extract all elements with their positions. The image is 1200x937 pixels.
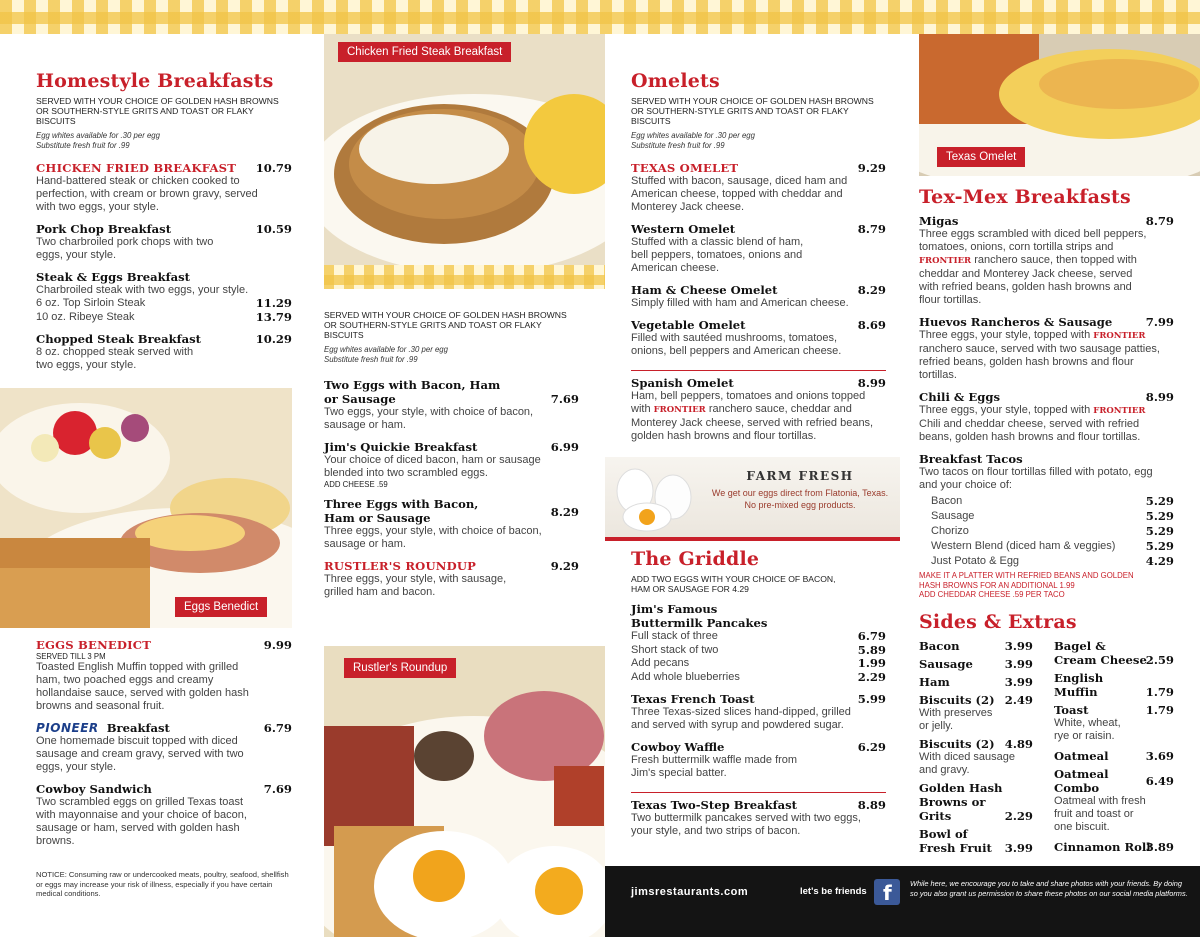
side-item — [1054, 703, 1174, 743]
eggs-benedict-tag: Eggs Benedict — [175, 597, 267, 617]
item-name: Biscuits (2) — [919, 737, 995, 751]
item-desc: One homemade biscuit topped with diced sausage and cream gravy, served with two eggs, your style. — [36, 735, 244, 773]
menu-item — [631, 222, 886, 275]
notice-text: NOTICE: Consuming raw or undercooked meats, poultry, seafood, shellfish or eggs may increase your risk of illness, especially if you have certain medical conditions. — [36, 870, 289, 898]
item-name: Sausage — [919, 657, 973, 671]
item-price: 3.99 — [1004, 675, 1033, 689]
item-price: 10.79 — [255, 161, 292, 175]
item-desc: Hand-battered steak or chicken cooked to perfection, with cream or brown gravy, served with two eggs, your style. — [36, 175, 258, 213]
item-desc: Filled with sautéed mushrooms, tomatoes, onions, bell peppers and American cheese. — [631, 332, 842, 357]
item-desc: Two tacos on flour tortillas filled with potato, egg and your choice of: — [919, 466, 1153, 491]
item-price: 8.99 — [1145, 390, 1174, 404]
option-row — [931, 554, 1174, 569]
side-item — [919, 737, 1033, 777]
item-name: EGGS BENEDICT — [36, 638, 152, 652]
sides-left-column — [919, 637, 1033, 855]
menu-item — [631, 798, 886, 838]
menu-item — [631, 740, 886, 780]
item-name: Three Eggs with Bacon, Ham or Sausage — [324, 497, 479, 525]
option-price: 5.29 — [1145, 494, 1174, 508]
option-row — [631, 657, 886, 671]
menu-item — [36, 721, 292, 774]
item-price: 8.29 — [857, 283, 886, 297]
item-price: 3.89 — [1145, 840, 1174, 854]
item-name: Chili & Eggs — [919, 390, 1000, 404]
item-desc: Simply filled with ham and American cheese. — [631, 297, 849, 309]
share-notice: While here, we encourage you to take and share photos with your friends. By doing so you also grant us permission to share these photos on our social media platforms. — [910, 879, 1188, 898]
chicken-fried-steak-illustration — [324, 34, 605, 289]
omelets-note-egg: Egg whites available for .30 per egg — [631, 131, 755, 140]
item-price: 3.99 — [1004, 657, 1033, 671]
menu-item — [919, 315, 1174, 382]
option-price: 6.79 — [857, 629, 886, 643]
sides-right-column — [1054, 637, 1174, 855]
item-price: 3.99 — [1004, 639, 1033, 653]
item-name: Western Omelet — [631, 222, 736, 236]
item-desc: Fresh buttermilk waffle made from Jim's special batter. — [631, 754, 798, 779]
menu-item — [631, 283, 886, 310]
option-price: 2.29 — [857, 669, 886, 684]
item-desc: Two buttermilk pancakes served with two eggs, your style, and two strips of bacon. — [631, 812, 861, 837]
side-item — [1054, 671, 1174, 699]
item-price: 6.29 — [857, 740, 886, 754]
item-note: SERVED TILL 3 PM — [36, 652, 106, 661]
website-link[interactable]: jimsrestaurants.com — [631, 886, 749, 898]
menu-item — [631, 376, 886, 443]
item-name: Two Eggs with Bacon, Ham or Sausage — [324, 378, 501, 406]
item-desc: Charbroiled steak with two eggs, your style. — [36, 284, 249, 296]
menu-item — [36, 782, 292, 848]
item-name: Oatmeal — [1054, 749, 1109, 763]
menu-item — [631, 318, 886, 358]
menu-item — [324, 559, 579, 599]
item-price: 8.99 — [857, 376, 886, 390]
menu-item — [36, 161, 292, 214]
texas-omelet-photo — [919, 34, 1200, 176]
item-name: Bacon — [919, 639, 960, 653]
option-label: Just Potato & Egg — [931, 555, 1020, 567]
homestyle-note-fruit: Substitute fresh fruit for .99 — [36, 141, 130, 150]
item-name: Golden Hash Browns or Grits — [919, 781, 1003, 823]
item-name: Cowboy Waffle — [631, 740, 725, 754]
item-price: 2.49 — [1004, 693, 1033, 707]
item-price: 6.99 — [550, 440, 579, 454]
item-desc: Stuffed with bacon, sausage, diced ham and American cheese, topped with cheddar and Monterey Jack cheese. — [631, 175, 848, 213]
texmex-section — [919, 186, 1174, 600]
item-name: Vegetable Omelet — [631, 318, 746, 332]
side-item — [1054, 639, 1174, 667]
item-desc: 8 oz. chopped steak served with two eggs, your style. — [36, 346, 194, 371]
item-name: Bagel & Cream Cheese — [1054, 639, 1147, 667]
menu-item — [324, 378, 579, 432]
item-price: 6.49 — [1145, 774, 1174, 788]
option-price: 4.29 — [1145, 554, 1174, 568]
pioneer-logo: PIONEER — [36, 721, 99, 735]
taco-cheese-note: ADD CHEDDAR CHEESE .59 PER TACO — [919, 590, 1065, 599]
side-item — [1054, 749, 1174, 763]
option-row — [36, 297, 292, 311]
item-name: TEXAS OMELET — [631, 161, 739, 175]
option-label: Sausage — [931, 510, 975, 522]
item-name: Spanish Omelet — [631, 376, 734, 390]
texmex-title: Tex-Mex Breakfasts — [919, 186, 1131, 208]
item-name: Cinnamon Roll — [1054, 840, 1151, 854]
frontier-logo: FRONTIER — [653, 405, 706, 415]
taco-options — [919, 494, 1174, 569]
sides-title: Sides & Extras — [919, 611, 1077, 633]
side-item — [919, 827, 1033, 855]
omelets-title: Omelets — [631, 70, 720, 92]
item-desc: With diced sausage and gravy. — [919, 751, 1015, 776]
item-price: 2.59 — [1145, 653, 1174, 667]
item-name: Cowboy Sandwich — [36, 782, 152, 796]
item-name — [36, 721, 292, 735]
desc-part: Three eggs, your style, topped with — [919, 329, 1091, 341]
farm-fresh-title: FARM FRESH — [746, 469, 854, 483]
item-price: 10.59 — [255, 222, 292, 236]
item-desc: Two eggs, your style, with choice of bacon, sausage or ham. — [324, 406, 534, 431]
option-label: Bacon — [931, 495, 963, 507]
farm-fresh-banner — [605, 457, 900, 541]
menu-item — [631, 692, 886, 732]
eggs-illustration — [605, 457, 715, 541]
item-price: 9.29 — [550, 559, 579, 573]
frontier-logo: FRONTIER — [919, 256, 972, 266]
item-price: 7.99 — [1145, 315, 1174, 329]
item-price: 2.29 — [1004, 809, 1033, 823]
item-desc — [631, 390, 876, 443]
side-item — [919, 639, 1033, 653]
item-name: Ham & Cheese Omelet — [631, 283, 778, 297]
menu-item — [36, 270, 292, 324]
homestyle-note-egg: Egg whites available for .30 per egg — [36, 131, 160, 140]
option-label: 6 oz. Top Sirloin Steak — [36, 297, 146, 309]
item-price: 8.89 — [857, 798, 886, 812]
option-row — [931, 494, 1174, 509]
omelets-note-fruit: Substitute fresh fruit for .99 — [631, 141, 725, 150]
item-name: Texas Two-Step Breakfast — [631, 798, 797, 812]
item-price: 5.99 — [857, 692, 886, 706]
item-desc — [919, 228, 1154, 307]
menu-item — [324, 440, 579, 489]
griddle-section — [631, 548, 886, 838]
texas-omelet-tag: Texas Omelet — [937, 147, 1025, 167]
griddle-title: The Griddle — [631, 548, 760, 570]
desc-part: Chili and cheddar cheese, served with refried beans, golden hash browns and flour tortillas. — [919, 418, 1141, 443]
desc-part: ranchero sauce, cheddar and Monterey Jack cheese, served with refried beans, golden hash browns and flour tortillas. — [631, 403, 874, 442]
item-price: 6.79 — [263, 721, 292, 735]
facebook-glyph: f — [883, 881, 892, 905]
facebook-icon[interactable] — [874, 879, 900, 905]
option-row — [931, 539, 1174, 554]
taco-platter-note: MAKE IT A PLATTER WITH REFRIED BEANS AND GOLDEN HASH BROWNS FOR AN ADDITIONAL 1.99 — [919, 571, 1134, 590]
menu-item — [919, 390, 1174, 444]
item-price: 8.79 — [857, 222, 886, 236]
option-row — [631, 644, 886, 658]
item-desc: Oatmeal with fresh fruit and toast or one biscuit. — [1054, 795, 1146, 833]
option-label: Western Blend (diced ham & veggies) — [931, 540, 1116, 552]
rustlers-roundup-illustration — [324, 646, 605, 937]
item-price: 1.79 — [1145, 685, 1174, 699]
item-name: Jim's Quickie Breakfast — [324, 440, 478, 454]
item-price: 8.69 — [857, 318, 886, 332]
side-item — [1054, 767, 1174, 834]
item-price: 9.29 — [857, 161, 886, 175]
option-row — [631, 630, 886, 644]
side-item — [919, 657, 1033, 671]
item-name: English Muffin — [1054, 671, 1104, 699]
option-price: 1.99 — [857, 656, 886, 670]
item-desc: Three eggs, your style, with sausage, grilled ham and bacon. — [324, 573, 507, 598]
item-name: Jim's Famous Buttermilk Pancakes — [631, 602, 768, 630]
checker-strip — [324, 265, 605, 289]
farm-fresh-text: We get our eggs direct from Flatonia, Texas. No pre-mixed egg products. — [711, 488, 889, 510]
eggs-note-egg: Egg whites available for .30 per egg — [324, 345, 448, 354]
menu-item — [631, 602, 886, 684]
option-price: 5.29 — [1145, 539, 1174, 553]
option-label: 10 oz. Ribeye Steak — [36, 310, 135, 323]
menu-item — [36, 638, 292, 713]
desc-part: Three eggs scrambled with diced bell peppers, tomatoes, onions, corn tortilla strips and — [919, 228, 1147, 253]
menu-item — [324, 497, 579, 551]
chicken-fried-steak-photo — [324, 34, 605, 289]
eggs-benedict-illustration — [0, 388, 292, 628]
option-label: Add pecans — [631, 657, 690, 669]
item-extra: ADD CHEESE .59 — [324, 480, 388, 489]
menu-item — [36, 332, 292, 372]
option-price: 5.29 — [1145, 524, 1174, 538]
checker-border — [0, 0, 1200, 34]
item-price: 9.99 — [263, 638, 292, 652]
option-label: Add whole blueberries — [631, 670, 740, 683]
item-desc: Your choice of diced bacon, ham or sausage blended into two scrambled eggs. — [324, 454, 541, 479]
footer-bar — [605, 866, 1200, 937]
item-name: Huevos Rancheros & Sausage — [919, 315, 1113, 329]
desc-part: ranchero sauce, served with two sausage patties, refried beans, golden hash browns and flour tortillas. — [919, 343, 1160, 381]
item-name: Bowl of Fresh Fruit — [919, 827, 992, 855]
item-desc: With preserves or jelly. — [919, 707, 993, 732]
item-price: 10.29 — [255, 332, 292, 346]
item-name: Chopped Steak Breakfast — [36, 332, 202, 346]
option-row — [931, 509, 1174, 524]
eggs-subtitle: SERVED WITH YOUR CHOICE OF GOLDEN HASH BROWNS OR SOUTHERN-STYLE GRITS AND TOAST OR FLAKY BISCUITS — [324, 310, 567, 340]
item-name: Ham — [919, 675, 950, 689]
option-price: 11.29 — [255, 296, 292, 310]
eggs-note-fruit: Substitute fresh fruit for .99 — [324, 355, 418, 364]
divider — [631, 370, 886, 371]
frontier-logo: FRONTIER — [1093, 406, 1146, 416]
item-price: 1.79 — [1145, 703, 1174, 717]
item-name: Breakfast Tacos — [919, 452, 1023, 466]
menu-item — [919, 452, 1174, 600]
option-label: Short stack of two — [631, 643, 719, 656]
item-name: RUSTLER'S ROUNDUP — [324, 559, 477, 573]
item-desc — [919, 329, 1164, 382]
item-desc: Two scrambled eggs on grilled Texas toast with mayonnaise and your choice of bacon, sausage or ham, served with golden hash browns. — [36, 796, 247, 847]
side-item — [919, 675, 1033, 689]
item-desc: Three Texas-sized slices hand-dipped, grilled and served with syrup and powdered sugar. — [631, 706, 851, 731]
option-row — [631, 671, 886, 685]
side-item — [919, 693, 1033, 733]
chicken-fried-steak-tag: Chicken Fried Steak Breakfast — [338, 42, 511, 62]
rustlers-roundup-tag: Rustler's Roundup — [344, 658, 456, 678]
item-price: 8.29 — [550, 505, 579, 519]
eggs-benedict-photo — [0, 388, 292, 628]
omelets-section — [631, 70, 886, 443]
item-price: 4.89 — [1004, 737, 1033, 751]
griddle-subtitle: ADD TWO EGGS WITH YOUR CHOICE OF BACON, HAM OR SAUSAGE FOR 4.29 — [631, 574, 836, 594]
item-price: 7.69 — [550, 392, 579, 406]
option-price: 5.29 — [1145, 509, 1174, 523]
item-name: Pork Chop Breakfast — [36, 222, 172, 236]
item-desc: Stuffed with a classic blend of ham, bell peppers, tomatoes, onions and American cheese. — [631, 236, 804, 274]
item-name: Biscuits (2) — [919, 693, 995, 707]
side-item — [919, 781, 1033, 823]
menu-item — [631, 161, 886, 214]
divider — [631, 792, 886, 793]
desc-part: Ham, bell peppers, tomatoes and onions topped with — [631, 390, 866, 415]
item-desc: Toasted English Muffin topped with grilled ham, two poached eggs and creamy hollandaise sauce, served with golden hash browns and seasonal fruit. — [36, 661, 249, 712]
item-price: 3.99 — [1004, 841, 1033, 855]
item-name-text: Breakfast — [106, 721, 170, 735]
item-name: Steak & Eggs Breakfast — [36, 270, 191, 284]
menu-item — [919, 214, 1174, 307]
item-desc: Two charbroiled pork chops with two eggs, your style. — [36, 236, 214, 261]
item-price: 8.79 — [1145, 214, 1174, 228]
item-name: CHICKEN FRIED BREAKFAST — [36, 161, 237, 175]
sides-section — [919, 611, 1174, 855]
item-name: Toast — [1054, 703, 1089, 717]
item-desc — [919, 404, 1164, 444]
option-row — [36, 311, 292, 325]
option-row — [931, 524, 1174, 539]
item-name: Oatmeal Combo — [1054, 767, 1109, 795]
option-price: 13.79 — [255, 309, 292, 324]
homestyle-title: Homestyle Breakfasts — [36, 70, 274, 92]
item-name: Texas French Toast — [631, 692, 755, 706]
option-label: Chorizo — [931, 525, 969, 537]
homestyle-section-2 — [36, 638, 292, 899]
side-item — [1054, 840, 1174, 854]
item-price: 7.69 — [263, 782, 292, 796]
frontier-logo: FRONTIER — [1093, 331, 1146, 341]
desc-part: ranchero sauce, then topped with cheddar and Monterey Jack cheese, served with refried beans, golden hash browns and flour tortillas. — [919, 254, 1137, 306]
menu-item — [36, 222, 292, 262]
option-price: 5.89 — [857, 642, 886, 657]
omelets-subtitle: SERVED WITH YOUR CHOICE OF GOLDEN HASH BROWNS OR SOUTHERN-STYLE GRITS AND TOAST OR FLAKY BISCUITS — [631, 96, 874, 126]
lets-be-friends-text: let's be friends — [800, 886, 867, 897]
desc-part: Three eggs, your style, topped with — [919, 404, 1091, 416]
homestyle-subtitle: SERVED WITH YOUR CHOICE OF GOLDEN HASH BROWNS OR SOUTHERN-STYLE GRITS AND TOAST OR FLAKY BISCUITS — [36, 96, 279, 126]
homestyle-section — [36, 70, 292, 372]
item-price: 3.69 — [1145, 749, 1174, 763]
item-name: Migas — [919, 214, 959, 228]
farm-fresh-underline — [605, 537, 900, 541]
option-label: Full stack of three — [631, 630, 718, 642]
eggs-section — [324, 310, 579, 599]
item-desc: White, wheat, rye or raisin. — [1054, 717, 1121, 742]
rustlers-roundup-photo — [324, 646, 605, 937]
item-desc: Three eggs, your style, with choice of bacon, sausage or ham. — [324, 525, 542, 550]
